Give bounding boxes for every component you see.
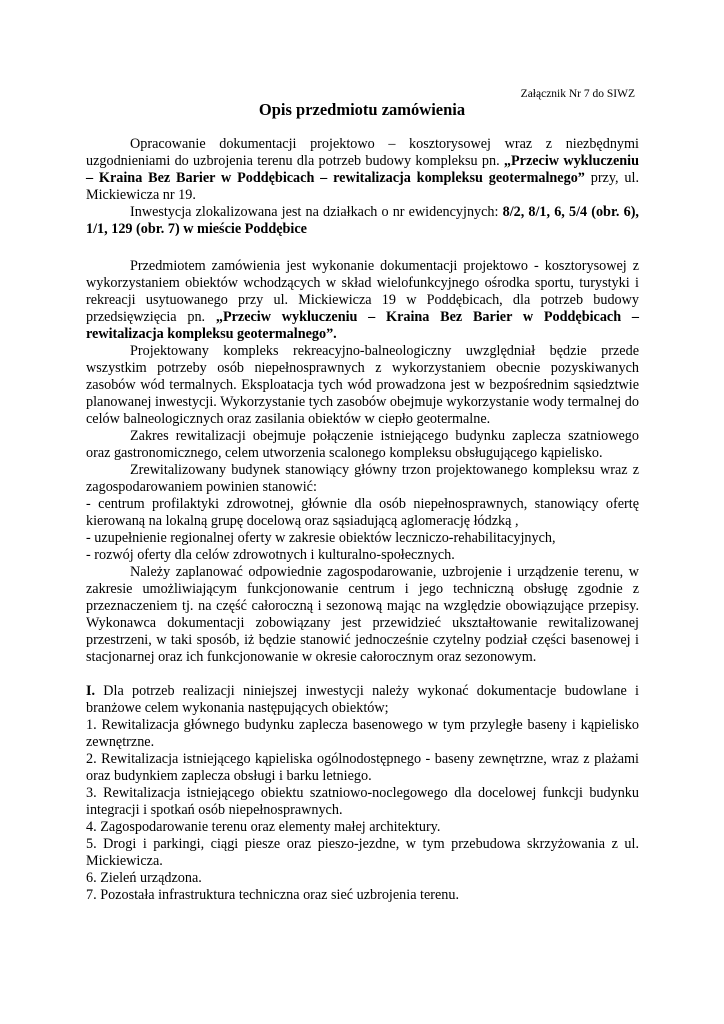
- document-body: [86, 136, 639, 904]
- location-paragraph: [86, 204, 639, 238]
- section-intro-text: Dla potrzeb realizacji niniejszej inwestycji należy wykonać dokumentacje budowlane i branżowe celem wykonania następujących obiektów;: [86, 683, 639, 716]
- project-name: „Przeciw wykluczeniu – Kraina Bez Barier w Poddębicach – rewitalizacja kompleksu geotermalnego”: [86, 153, 639, 186]
- list-item: 1. Rewitalizacja głównego budynku zaplecza basenowego w tym przyległe baseny i kąpielisko zewnętrzne.: [86, 717, 639, 750]
- section-number: I.: [86, 683, 96, 699]
- page-title: Opis przedmiotu zamówienia: [258, 100, 466, 119]
- building-paragraph: Zrewitalizowany budynek stanowiący główny trzon projektowanego kompleksu wraz z zagospodarowaniem powinien stanowić:: [86, 462, 639, 495]
- planning-paragraph: Należy zaplanować odpowiednie zagospodarowanie, uzbrojenie i urządzenie terenu, w zakresie umożliwiającym funkcjonowanie centrum i jego techniczną obsługę zgodnie z przeznaczeniem tj. na część całoroczną i sezonową mając na względzie obowiązujące przepisy. Wykonawca dokumentacji zobowiązany jest przewidzieć ukształtowanie rewitalizowanej przestrzeni, w taki sposób, iż będzie stanowić jednocześnie czytelny podział części basenowej i stacjonarnej oraz ich funkcjonowanie w okresie całorocznym oraz sezonowym.: [86, 564, 639, 665]
- scope-text: Przedmiotem zamówienia jest wykonanie dokumentacji projektowo - kosztorysowej z wykorzystaniem obiektów wchodzących w skład wielofunkcyjnego ośrodka sportu, turystyki i rekreacji usytuowanego przy ul. Mickiewicza 19 w Poddębicach, dla potrzeb budowy przedsięwzięcia pn.: [86, 258, 639, 325]
- list-item: - uzupełnienie regionalnej oferty w zakresie obiektów leczniczo-rehabilitacyjnych,: [86, 530, 556, 546]
- section-one-intro: [86, 683, 639, 717]
- intro-address: przy, ul. Mickiewicza nr 19.: [86, 170, 639, 203]
- list-item: 4. Zagospodarowanie terenu oraz elementy małej architektury.: [86, 819, 441, 835]
- list-item: 5. Drogi i parkingi, ciągi piesze oraz pieszo-jezdne, w tym przebudowa skrzyżowania z ul. Mickiewicza.: [86, 836, 639, 869]
- complex-paragraph: Projektowany kompleks rekreacyjno-balneologiczny uwzględniał będzie przede wszystkim potrzeby osób niepełnosprawnych z wykorzystaniem obecnie pozyskiwanych zasobów wód termalnych. Eksploatacja tych wód prowadzona jest w bezpośrednim sąsiedztwie planowanej inwestycji. Wykorzystanie tych zasobów obejmuje wykorzystanie wody termalnej do celów balneologicznych oraz zasilania obiektów w ciepło geotermalne.: [86, 343, 639, 427]
- location-text: Inwestycja zlokalizowana jest na działkach o nr ewidencyjnych:: [130, 204, 503, 220]
- list-item: 7. Pozostała infrastruktura techniczna oraz sieć uzbrojenia terenu.: [86, 887, 460, 903]
- scope-paragraph: [86, 258, 639, 343]
- annex-label: Załącznik Nr 7 do SIWZ: [520, 88, 635, 100]
- list-item: 3. Rewitalizacja istniejącego obiektu szatniowo-noclegowego dla docelowej funkcji budynku integracji i spotkań osób niepełnosprawnych.: [86, 785, 639, 818]
- plot-numbers: 8/2, 8/1, 6, 5/4 (obr. 6), 1/1, 129 (obr. 7) w mieście Poddębice: [86, 204, 639, 237]
- list-item: - centrum profilaktyki zdrowotnej, głównie dla osób niepełnosprawnych, stanowiący ofertę kierowaną na lokalną grupę docelową oraz sąsiadującą aglomerację łódzką ,: [86, 496, 639, 529]
- scope-project-name: „Przeciw wykluczeniu – Kraina Bez Barier w Poddębicach – rewitalizacja kompleksu geotermalnego”.: [86, 309, 639, 342]
- intro-text: Opracowanie dokumentacji projektowo – kosztorysowej wraz z niezbędnymi uzgodnieniami do uzbrojenia terenu dla potrzeb budowy kompleksu pn.: [86, 136, 639, 169]
- list-item: 6. Zieleń urządzona.: [86, 870, 202, 886]
- list-item: 2. Rewitalizacja istniejącego kąpieliska ogólnodostępnego - baseny zewnętrzne, wraz z plażami oraz budynkiem zaplecza obsługi i barku letniego.: [86, 751, 639, 784]
- intro-paragraph: [86, 136, 639, 204]
- list-item: - rozwój oferty dla celów zdrowotnych i kulturalno-społecznych.: [86, 547, 455, 563]
- revitalization-paragraph: Zakres rewitalizacji obejmuje połączenie istniejącego budynku zaplecza szatniowego oraz gastronomicznego, celem utworzenia scalonego kompleksu obsługującego kąpielisko.: [86, 428, 639, 461]
